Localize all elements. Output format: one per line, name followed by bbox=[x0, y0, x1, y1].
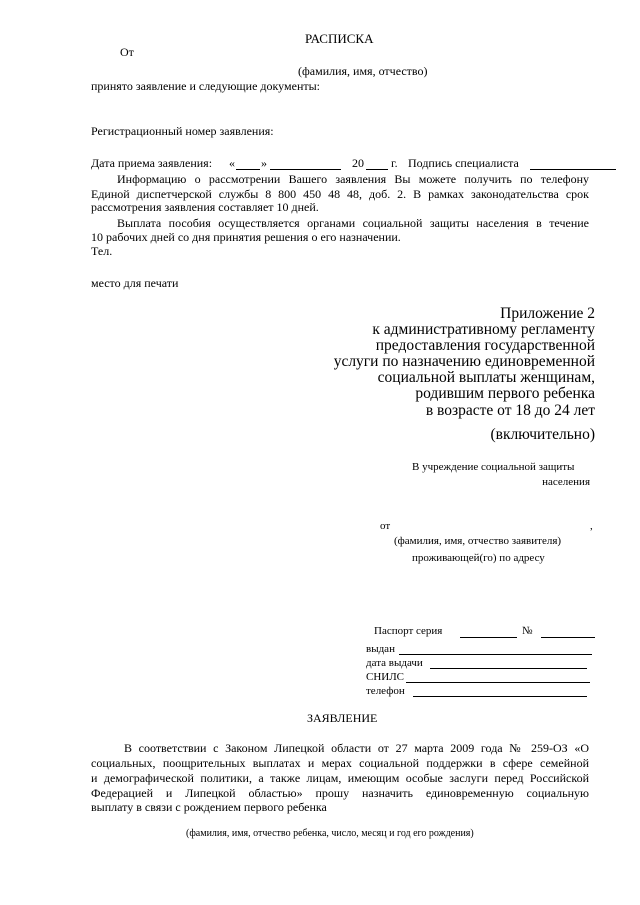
date-open-quote: « bbox=[229, 156, 235, 170]
statement-line-1: В соответствии с Законом Липецкой области от 27 марта 2009 года № 259-ОЗ «О bbox=[124, 741, 589, 755]
appendix-line-1: Приложение 2 bbox=[500, 305, 595, 322]
addressee-line-1: В учреждение социальной защиты bbox=[412, 461, 575, 473]
passport-series-line bbox=[460, 637, 517, 638]
snils-line bbox=[406, 682, 590, 683]
appendix-line-8: (включительно) bbox=[490, 426, 595, 443]
passport-issued-label: выдан bbox=[366, 643, 395, 655]
info-line-3: рассмотрения заявления составляет 10 дней. bbox=[91, 200, 319, 214]
date-year-line bbox=[366, 169, 388, 170]
statement-line-2: социальных, поощрительных выплатах и мерах социальной поддержки в сфере семейной bbox=[91, 756, 589, 770]
passport-number-label: № bbox=[522, 625, 533, 637]
child-info-caption: (фамилия, имя, отчество ребенка, число, месяц и год его рождения) bbox=[186, 828, 474, 839]
signature-label: Подпись специалиста bbox=[408, 156, 519, 170]
appendix-line-4: услуги по назначению единовременной bbox=[333, 353, 595, 370]
statement-title: ЗАЯВЛЕНИЕ bbox=[307, 711, 378, 725]
statement-line-5: выплату в связи с рождением первого ребенка bbox=[91, 800, 327, 814]
stamp-place-label: место для печати bbox=[91, 276, 179, 290]
date-day-line bbox=[236, 169, 260, 170]
date-month-line bbox=[270, 169, 341, 170]
passport-issued-line bbox=[399, 654, 592, 655]
receipt-name-caption: (фамилия, имя, отчество) bbox=[298, 64, 428, 78]
receipt-phone-label: Тел. bbox=[91, 244, 113, 258]
passport-issue-date-label: дата выдачи bbox=[366, 657, 423, 669]
payment-line-2: 10 рабочих дней со дня принятия решения о его назначении. bbox=[91, 230, 401, 244]
receipt-date-label: Дата приема заявления: bbox=[91, 156, 213, 170]
snils-label: СНИЛС bbox=[366, 671, 405, 683]
passport-series-label: Паспорт серия bbox=[374, 625, 443, 637]
phone-label: телефон bbox=[366, 685, 405, 697]
date-year-suffix: г. bbox=[391, 156, 398, 170]
passport-number-line bbox=[541, 637, 595, 638]
payment-line-1: Выплата пособия осуществляется органами социальной защиты населения в течение bbox=[117, 216, 589, 230]
receipt-title: РАСПИСКА bbox=[305, 31, 374, 46]
info-line-2: Единой диспетчерской службы 8 800 450 48 48, доб. 2. В рамках законодательства срок bbox=[91, 187, 589, 201]
statement-line-4: Федерацией и Липецкой областью» прошу назначить единовременную социальную bbox=[91, 786, 589, 800]
registration-number-label: Регистрационный номер заявления: bbox=[91, 124, 274, 138]
addressee-line-2: населения bbox=[542, 476, 590, 488]
passport-issue-date-line bbox=[430, 668, 587, 669]
phone-line bbox=[413, 696, 587, 697]
date-close-quote: » bbox=[261, 156, 267, 170]
appendix-line-2: к административному регламенту bbox=[372, 321, 595, 338]
residing-address-label: проживающей(го) по адресу bbox=[412, 552, 545, 564]
receipt-accepted-text: принято заявление и следующие документы: bbox=[91, 79, 321, 93]
appendix-line-7: в возрасте от 18 до 24 лет bbox=[425, 402, 595, 419]
info-line-1: Информацию о рассмотрении Вашего заявления Вы можете получить по телефону bbox=[117, 172, 589, 186]
receipt-from-label: От bbox=[120, 45, 134, 59]
statement-line-3: и демографической политики, а также лицам, имеющим особые заслуги перед Российской bbox=[91, 771, 589, 785]
appendix-line-5: социальной выплаты женщинам, bbox=[377, 369, 595, 386]
appendix-line-6: родившим первого ребенка bbox=[415, 385, 595, 402]
appendix-line-3: предоставления государственной bbox=[375, 337, 595, 354]
addressee-from-label: от bbox=[380, 520, 391, 532]
applicant-name-caption: (фамилия, имя, отчество заявителя) bbox=[394, 535, 562, 547]
date-year-prefix: 20 bbox=[352, 156, 364, 170]
signature-line bbox=[530, 169, 616, 170]
addressee-comma: , bbox=[590, 520, 593, 532]
